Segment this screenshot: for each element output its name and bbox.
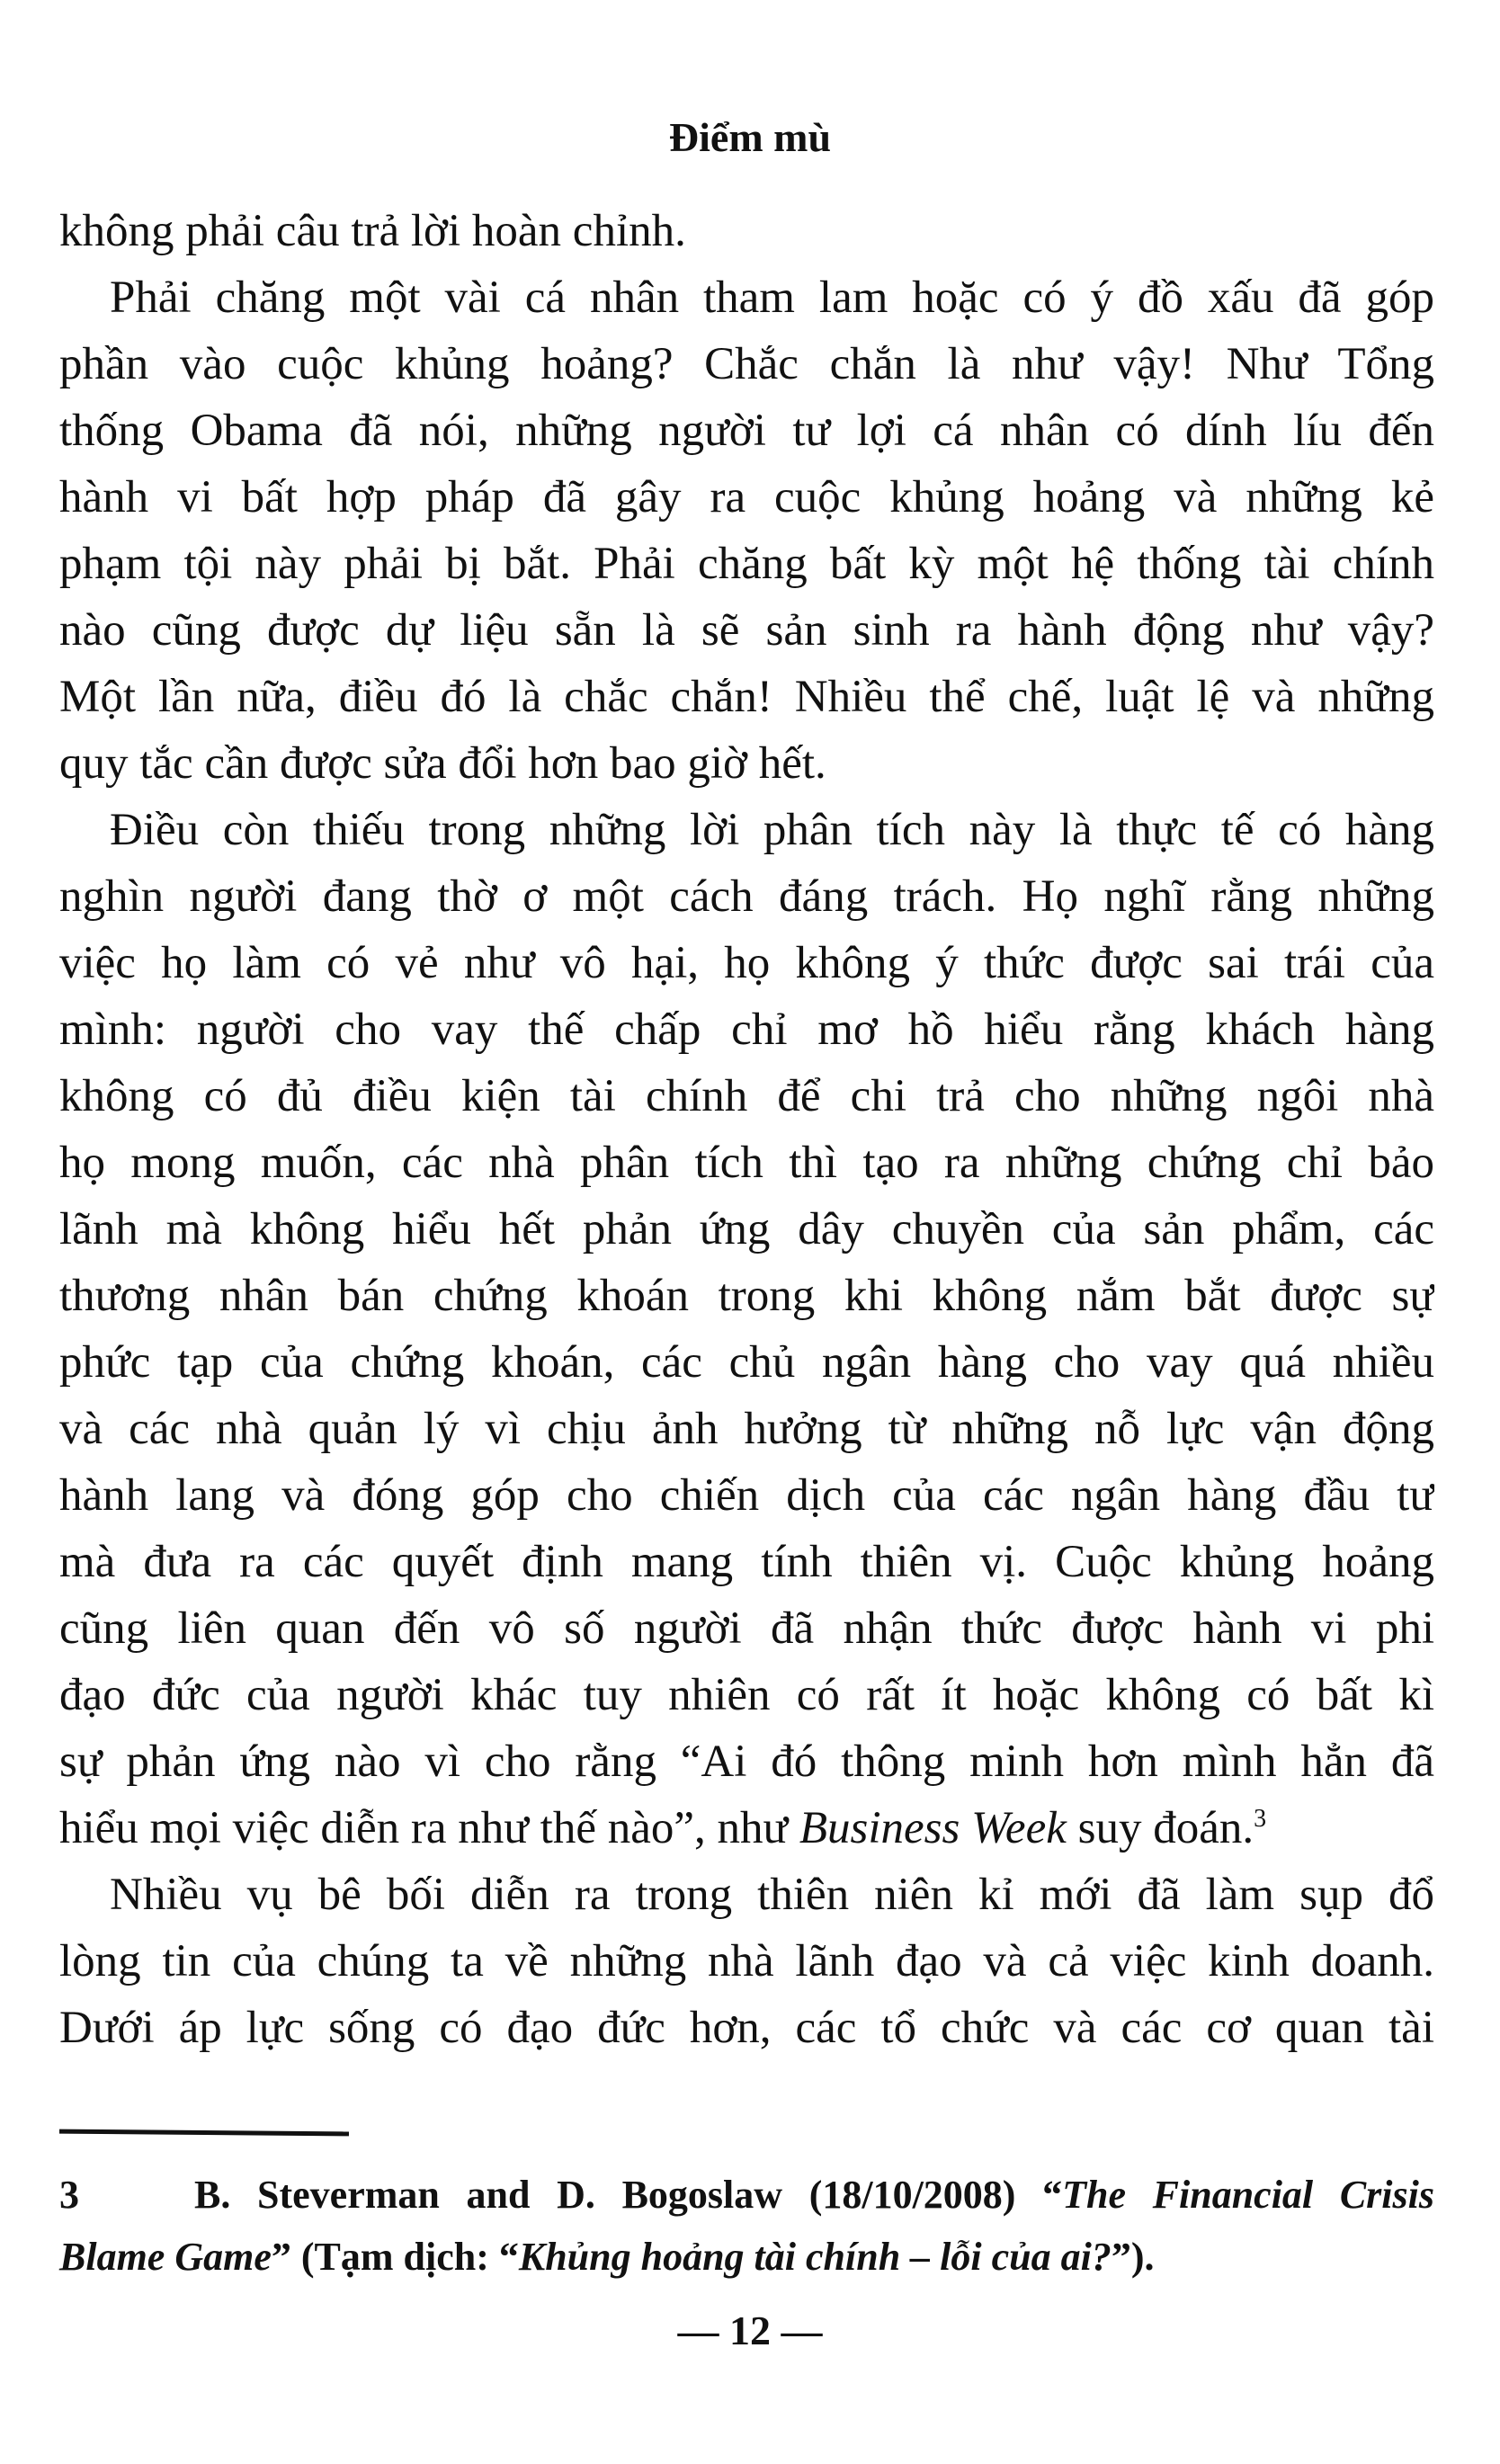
text-line: [59, 464, 1434, 531]
paragraph-first-line: [59, 1861, 1434, 1928]
text-run: Một lần nữa, điều đó là chắc chắn! Nhiều thể chế, luật lệ và những: [59, 672, 1434, 722]
text-run: sự phản ứng nào vì cho rằng “Ai đó thông minh hơn mình hẳn đã: [59, 1736, 1434, 1787]
text-line: [59, 1329, 1434, 1396]
italic-text: The Financial Crisis: [1062, 2173, 1434, 2217]
footnote-reference: 3: [1254, 1805, 1267, 1833]
text-run: suy đoán.: [1066, 1803, 1254, 1853]
text-run: mà đưa ra các quyết định mang tính thiên vị. Cuộc khủng hoảng: [59, 1537, 1434, 1587]
text-line: [59, 1995, 1434, 2061]
text-run: Phải chăng một vài cá nhân tham lam hoặc có ý đồ xấu đã góp: [110, 272, 1434, 323]
text-line: [59, 397, 1434, 464]
text-run: phạm tội này phải bị bắt. Phải chăng bất kỳ một hệ thống tài chính: [59, 539, 1434, 589]
text-run: thương nhân bán chứng khoán trong khi không nắm bắt được sự: [59, 1271, 1434, 1321]
text-run: phức tạp của chứng khoán, các chủ ngân hàng cho vay quá nhiều: [59, 1337, 1434, 1388]
text-line: [59, 996, 1434, 1063]
page-number: — 12 —: [677, 2308, 823, 2353]
text-run: quy tắc cần được sửa đổi hơn bao giờ hết.: [59, 738, 826, 789]
italic-text: Blame Game: [59, 2235, 272, 2279]
text-run: thống Obama đã nói, những người tư lợi cá nhân có dính líu đến: [59, 406, 1434, 456]
running-header: Điểm mù: [668, 114, 832, 160]
paragraph-first-line: [59, 797, 1434, 863]
text-line: [59, 1928, 1434, 1995]
text-run: ” (Tạm dịch: “: [271, 2235, 519, 2279]
text-line: [59, 531, 1434, 597]
text-run: B. Steverman and D. Bogoslaw (18/10/2008) “: [194, 2173, 1063, 2217]
text-line: [59, 1396, 1434, 1462]
text-run: hành lang và đóng góp cho chiến dịch của các ngân hàng đầu tư: [59, 1470, 1434, 1521]
text-line: [59, 597, 1434, 664]
text-run: hành vi bất hợp pháp đã gây ra cuộc khủng hoảng và những kẻ: [59, 472, 1434, 522]
text-run: cũng liên quan đến vô số người đã nhận thức được hành vi phi: [59, 1603, 1434, 1654]
text-line: [59, 1196, 1434, 1263]
text-line: [59, 1462, 1434, 1529]
italic-text: Khủng hoảng tài chính – lỗi của ai?: [518, 2235, 1112, 2279]
text-run: đạo đức của người khác tuy nhiên có rất ít hoặc không có bất kì: [59, 1670, 1434, 1720]
text-line: [59, 1595, 1434, 1662]
paragraph-first-line: [59, 264, 1434, 331]
text-line: [59, 1728, 1434, 1795]
text-run: và các nhà quản lý vì chịu ảnh hưởng từ những nỗ lực vận động: [59, 1404, 1434, 1454]
footnote-line: [59, 2164, 1434, 2226]
text-run: Điều còn thiếu trong những lời phân tích này là thực tế có hàng: [110, 805, 1434, 855]
text-line: [59, 331, 1434, 397]
text-run: ”).: [1111, 2235, 1155, 2279]
text-run: phần vào cuộc khủng hoảng? Chắc chắn là như vậy! Như Tổng: [59, 339, 1434, 389]
text-line: [59, 1529, 1434, 1595]
text-run: không phải câu trả lời hoàn chỉnh.: [59, 206, 686, 256]
footnote-divider: [59, 2129, 349, 2137]
text-line: [59, 930, 1434, 996]
text-line: [59, 664, 1434, 730]
body-text: [59, 198, 1434, 2061]
text-run: việc họ làm có vẻ như vô hại, họ không ý thức được sai trái của: [59, 938, 1434, 988]
text-line: [59, 730, 1434, 797]
text-line: [59, 198, 1434, 264]
text-line: [59, 1129, 1434, 1196]
text-run: mình: người cho vay thế chấp chỉ mơ hồ hiểu rằng khách hàng: [59, 1004, 1434, 1055]
text-run: lòng tin của chúng ta về những nhà lãnh đạo và cả việc kinh doanh.: [59, 1936, 1434, 1986]
text-run: Dưới áp lực sống có đạo đức hơn, các tổ chức và các cơ quan tài: [59, 2003, 1434, 2053]
text-line: [59, 1795, 1434, 1861]
text-run: họ mong muốn, các nhà phân tích thì tạo ra những chứng chỉ bảo: [59, 1138, 1434, 1188]
text-line: [59, 1662, 1434, 1728]
italic-text: Business Week: [799, 1803, 1067, 1853]
text-line: [59, 1263, 1434, 1329]
text-run: lãnh mà không hiểu hết phản ứng dây chuyền của sản phẩm, các: [59, 1204, 1434, 1254]
text-run: nghìn người đang thờ ơ một cách đáng trách. Họ nghĩ rằng những: [59, 871, 1434, 922]
footnote: [59, 2164, 1434, 2288]
footnote-line: [59, 2226, 1434, 2288]
text-run: hiểu mọi việc diễn ra như thế nào”, như: [59, 1803, 799, 1853]
text-run: không có đủ điều kiện tài chính để chi trả cho những ngôi nhà: [59, 1071, 1434, 1121]
footnote-number: 3: [59, 2173, 79, 2217]
text-line: [59, 1063, 1434, 1129]
text-run: Nhiều vụ bê bối diễn ra trong thiên niên kỉ mới đã làm sụp đổ: [110, 1870, 1434, 1920]
text-run: nào cũng được dự liệu sẵn là sẽ sản sinh ra hành động như vậy?: [59, 605, 1434, 656]
text-line: [59, 863, 1434, 930]
